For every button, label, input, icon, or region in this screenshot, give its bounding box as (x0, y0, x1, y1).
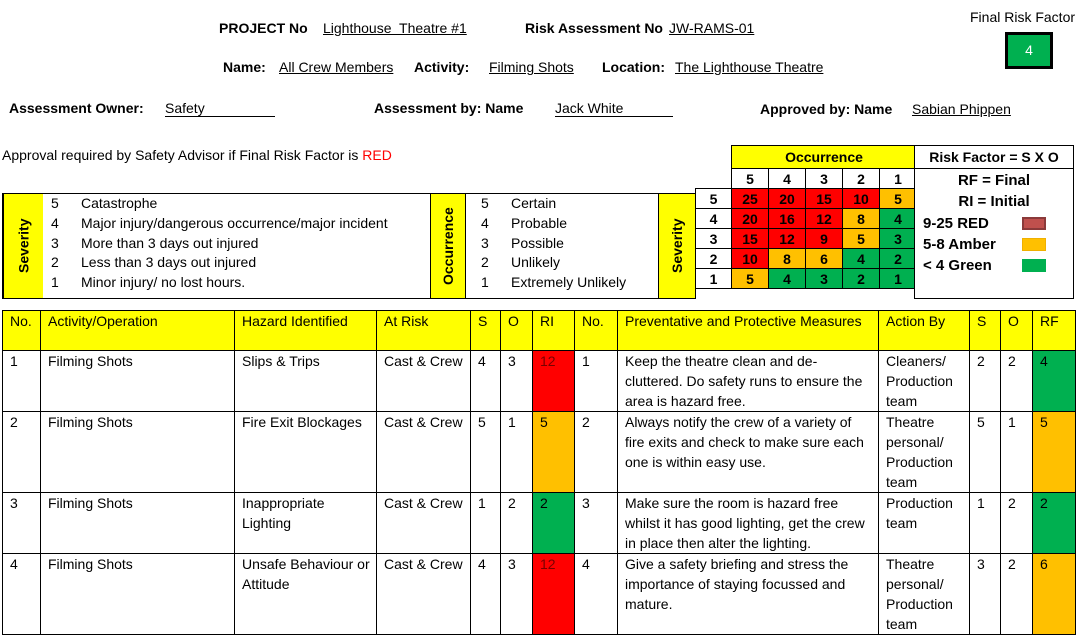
cell-at-risk: Cast & Crew (377, 493, 471, 554)
matrix-sev-header: 5 (696, 189, 732, 209)
rf-key (914, 168, 1074, 299)
cell-o2: 2 (1001, 351, 1033, 412)
col-header-s: S (471, 311, 501, 351)
matrix-cell: 15 (732, 229, 769, 249)
cell-measures: Always notify the crew of a variety of fire exits and check to make sure each one is within easy use. (618, 412, 879, 493)
amber-swatch-icon (1022, 238, 1046, 251)
matrix-cell: 4 (843, 249, 880, 269)
occurrence-item-label: Possible (511, 235, 564, 251)
severity-item-label: Less than 3 days out injured (81, 254, 257, 270)
activity-value[interactable]: Filming Shots (489, 59, 574, 75)
cell-no: 4 (3, 554, 41, 635)
matrix-cell: 9 (806, 229, 843, 249)
cell-action-by: Theatre personal/ Production team (879, 412, 970, 493)
col-header-o: O (501, 311, 533, 351)
severity-item-label: More than 3 days out injured (81, 235, 259, 251)
matrix-cell: 1 (880, 269, 917, 289)
risk-matrix (695, 145, 917, 289)
occurrence-item-label: Probable (511, 215, 568, 231)
cell-s: 4 (471, 351, 501, 412)
cell-at-risk: Cast & Crew (377, 554, 471, 635)
matrix-severity-title: Severity (658, 193, 696, 299)
cell-action-by: Production team (879, 493, 970, 554)
cell-ri: 12 (533, 554, 575, 635)
red-swatch-icon (1022, 217, 1046, 230)
severity-item-label: Minor injury/ no lost hours. (81, 274, 246, 290)
assessment-owner-label: Assessment Owner: (9, 100, 144, 116)
assessment-by-value[interactable]: Jack White (555, 100, 673, 117)
matrix-cell: 12 (806, 209, 843, 229)
cell-ri: 12 (533, 351, 575, 412)
cell-rf: 5 (1033, 412, 1076, 493)
cell-measures: Make sure the room is hazard free whilst it has good lighting, get the crew in place then alter the lighting. (618, 493, 879, 554)
matrix-occ-header: 4 (769, 169, 806, 189)
cell-s2: 1 (970, 493, 1001, 554)
cell-action-by: Theatre personal/ Production team (879, 554, 970, 635)
cell-s2: 5 (970, 412, 1001, 493)
matrix-cell: 8 (843, 209, 880, 229)
rf-band-red-label: 9-25 RED (923, 215, 989, 232)
project-label: PROJECT No (219, 20, 308, 36)
matrix-cell: 6 (806, 249, 843, 269)
cell-ri: 2 (533, 493, 575, 554)
risk-assessment-value[interactable]: JW-RAMS-01 (669, 20, 755, 36)
matrix-occ-header: 3 (806, 169, 843, 189)
rf-key-ri: RI = Initial (958, 193, 1030, 210)
cell-o2: 2 (1001, 554, 1033, 635)
location-label: Location: (602, 59, 665, 75)
matrix-occurrence-title: Occurrence (732, 146, 917, 169)
matrix-cell: 5 (843, 229, 880, 249)
matrix-sev-header: 2 (696, 249, 732, 269)
cell-activity: Filming Shots (41, 412, 235, 493)
cell-s: 1 (471, 493, 501, 554)
cell-o2: 2 (1001, 493, 1033, 554)
col-header-ri: RI (533, 311, 575, 351)
severity-item: 3 (51, 235, 59, 251)
severity-legend-title: Severity (3, 194, 43, 298)
hazard-table (2, 310, 1076, 635)
project-value[interactable]: Lighthouse Theatre #1 (323, 20, 467, 36)
cell-hazard: Inappropriate Lighting (235, 493, 377, 554)
col-header-activity: Activity/Operation (41, 311, 235, 351)
col-header-rf: RF (1033, 311, 1076, 351)
matrix-cell: 5 (732, 269, 769, 289)
matrix-sev-header: 1 (696, 269, 732, 289)
severity-item-label: Catastrophe (81, 195, 158, 211)
approved-by-value[interactable]: Sabian Phippen (912, 101, 1011, 117)
cell-rf: 4 (1033, 351, 1076, 412)
matrix-sev-header: 4 (696, 209, 732, 229)
matrix-cell: 2 (843, 269, 880, 289)
rf-band-green-label: < 4 Green (923, 257, 992, 274)
severity-item: 2 (51, 254, 59, 270)
approval-note (2, 147, 392, 163)
col-header-at-risk: At Risk (377, 311, 471, 351)
cell-hazard: Slips & Trips (235, 351, 377, 412)
cell-at-risk: Cast & Crew (377, 412, 471, 493)
cell-activity: Filming Shots (41, 351, 235, 412)
cell-o: 1 (501, 412, 533, 493)
occurrence-item: 3 (481, 235, 489, 251)
table-row (3, 493, 1076, 554)
col-header-o2: O (1001, 311, 1033, 351)
rf-key-title: Risk Factor = S X O (914, 145, 1074, 169)
final-risk-factor-label: Final Risk Factor (970, 9, 1076, 25)
occurrence-item: 4 (481, 215, 489, 231)
cell-activity: Filming Shots (41, 554, 235, 635)
col-header-s2: S (970, 311, 1001, 351)
cell-no2: 1 (575, 351, 618, 412)
occurrence-item: 5 (481, 195, 489, 211)
cell-rf: 2 (1033, 493, 1076, 554)
cell-no: 2 (3, 412, 41, 493)
matrix-occ-header: 1 (880, 169, 917, 189)
cell-s2: 2 (970, 351, 1001, 412)
col-header-hazard: Hazard Identified (235, 311, 377, 351)
matrix-cell: 20 (769, 189, 806, 209)
table-row (3, 351, 1076, 412)
cell-rf: 6 (1033, 554, 1076, 635)
matrix-occ-header: 2 (843, 169, 880, 189)
occurrence-legend-title: Occurrence (430, 194, 466, 298)
matrix-cell: 3 (806, 269, 843, 289)
severity-legend (2, 193, 431, 299)
matrix-cell: 5 (880, 189, 917, 209)
approved-by-label: Approved by: Name (760, 101, 893, 117)
cell-no: 3 (3, 493, 41, 554)
cell-activity: Filming Shots (41, 493, 235, 554)
activity-label: Activity: (414, 59, 470, 75)
approval-note-highlight: RED (362, 147, 392, 163)
matrix-cell: 10 (843, 189, 880, 209)
cell-no2: 3 (575, 493, 618, 554)
col-header-no2: No. (575, 311, 618, 351)
matrix-cell: 20 (732, 209, 769, 229)
cell-measures: Give a safety briefing and stress the importance of staying focussed and mature. (618, 554, 879, 635)
cell-o: 2 (501, 493, 533, 554)
matrix-cell: 15 (806, 189, 843, 209)
final-risk-factor-badge: 4 (1005, 32, 1053, 69)
green-swatch-icon (1022, 259, 1046, 272)
cell-no: 1 (3, 351, 41, 412)
cell-s: 4 (471, 554, 501, 635)
cell-s2: 3 (970, 554, 1001, 635)
occurrence-legend (430, 193, 661, 299)
occurrence-item-label: Extremely Unlikely (511, 274, 627, 290)
table-header-row (3, 311, 1076, 351)
matrix-cell: 10 (732, 249, 769, 269)
rf-band-amber-label: 5-8 Amber (923, 236, 996, 253)
cell-action-by: Cleaners/ Production team (879, 351, 970, 412)
table-row (3, 412, 1076, 493)
cell-hazard: Fire Exit Blockages (235, 412, 377, 493)
matrix-cell: 12 (769, 229, 806, 249)
matrix-cell: 25 (732, 189, 769, 209)
cell-o: 3 (501, 351, 533, 412)
cell-measures: Keep the theatre clean and de-cluttered. Do safety runs to ensure the area is hazard free. (618, 351, 879, 412)
rf-key-rf: RF = Final (957, 172, 1031, 189)
assessment-owner-value[interactable]: Safety (165, 100, 275, 117)
col-header-no: No. (3, 311, 41, 351)
matrix-cell: 4 (880, 209, 917, 229)
cell-ri: 5 (533, 412, 575, 493)
severity-item-label: Major injury/dangerous occurrence/major incident (81, 215, 388, 231)
matrix-occ-header: 5 (732, 169, 769, 189)
approval-note-text: Approval required by Safety Advisor if Final Risk Factor is (2, 147, 363, 163)
risk-assessment-label: Risk Assessment No (525, 20, 663, 36)
assessment-by-label: Assessment by: Name (374, 100, 524, 116)
cell-hazard: Unsafe Behaviour or Attitude (235, 554, 377, 635)
cell-o2: 1 (1001, 412, 1033, 493)
severity-item: 4 (51, 215, 59, 231)
location-value[interactable]: The Lighthouse Theatre (675, 59, 824, 75)
cell-at-risk: Cast & Crew (377, 351, 471, 412)
table-row (3, 554, 1076, 635)
cell-o: 3 (501, 554, 533, 635)
matrix-cell: 2 (880, 249, 917, 269)
cell-no2: 4 (575, 554, 618, 635)
col-header-action-by: Action By (879, 311, 970, 351)
occurrence-item-label: Unlikely (511, 254, 561, 270)
matrix-sev-header: 3 (696, 229, 732, 249)
matrix-cell: 8 (769, 249, 806, 269)
matrix-cell: 3 (880, 229, 917, 249)
cell-no2: 2 (575, 412, 618, 493)
severity-item: 5 (51, 195, 59, 211)
name-label: Name: (223, 59, 266, 75)
cell-s: 5 (471, 412, 501, 493)
occurrence-item: 1 (481, 274, 489, 290)
occurrence-item-label: Certain (511, 195, 557, 211)
matrix-cell: 4 (769, 269, 806, 289)
occurrence-item: 2 (481, 254, 489, 270)
col-header-measures: Preventative and Protective Measures (618, 311, 879, 351)
matrix-cell: 16 (769, 209, 806, 229)
name-value[interactable]: All Crew Members (279, 59, 394, 75)
severity-item: 1 (51, 274, 59, 290)
